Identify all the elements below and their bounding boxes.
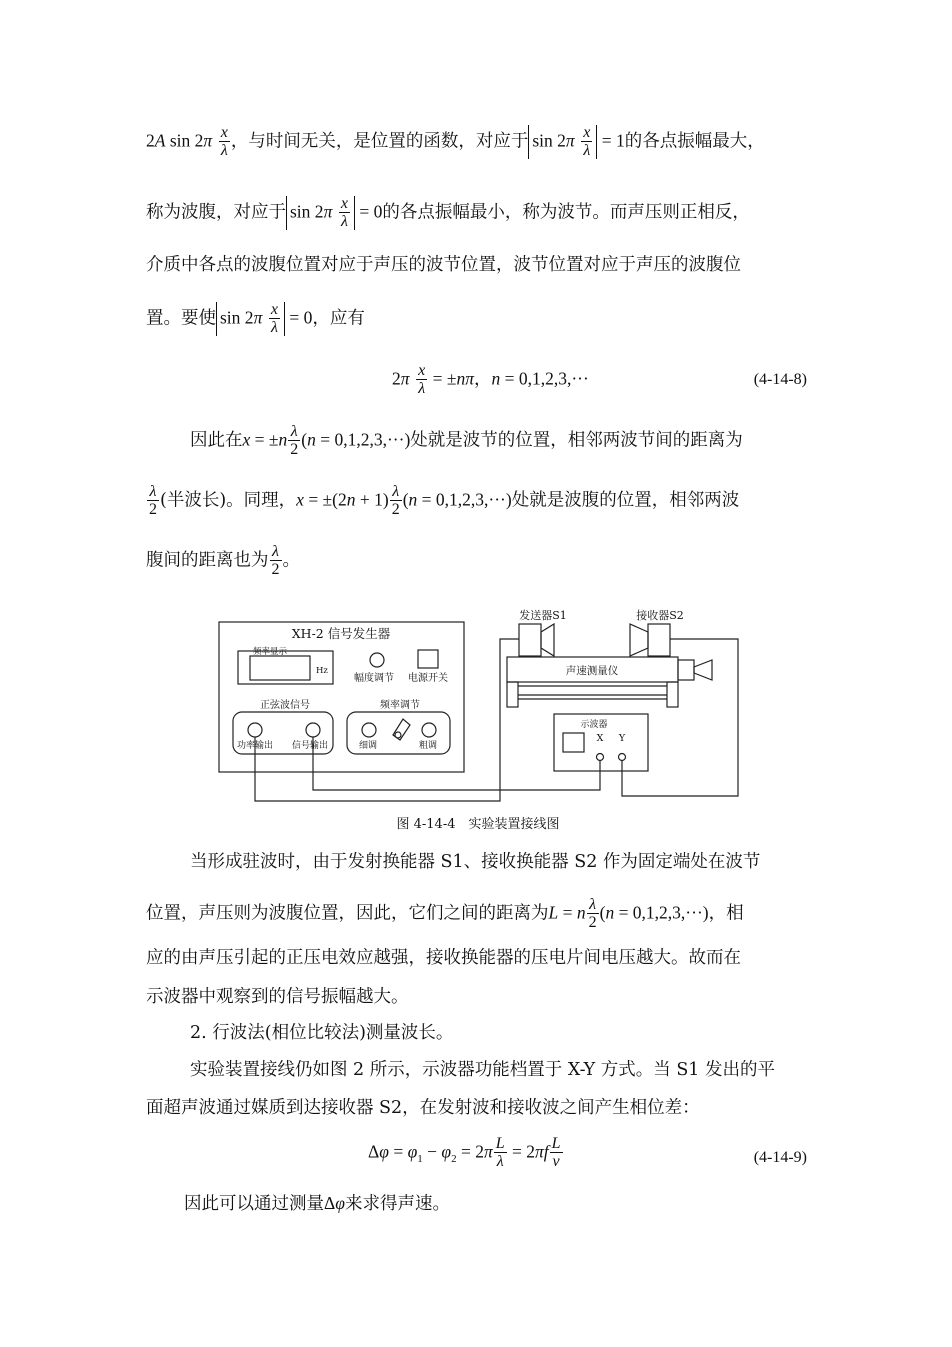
oscilloscope-label: 示波器 [580,720,608,730]
y-input-jack [619,754,626,761]
signal-out-label: 信号输出 [291,741,329,751]
text-line-2: 称为波腹，对应于 sin 2π $\frac{x}{\lambda}$ = 0的各点振幅最小，称为波节。而声压则正相反， [146,195,750,230]
para3-line-2: 面超声波通过媒质到达接收器 S2，在发射波和接收波之间产生相位差： [146,1098,700,1118]
oscilloscope-screen [563,733,584,752]
speed-meter-label: 声速测量仪 [565,665,619,677]
equation-number: (4-14-9) [753,1149,807,1166]
text-line-7: 腹间的距离也为 $\frac{\lambda}{2}$ 。 [146,543,300,578]
wire-s2-to-y [622,639,738,796]
sine-signal-label: 正弦波信号 [260,700,310,711]
figure-caption: 图 4-14-4 实验装置接线图 [396,817,560,832]
fine-knob [362,723,376,737]
abs-sin-expression: sin 2π $\frac{x}{\lambda}$ [216,302,285,336]
generator-title: XH-2 信号发生器 [291,626,391,641]
text-line-1: 2A sin 2π $\frac{x}{\lambda}$ ，与时间无关，是位置的函数，对应于 sin 2π $\frac{x}{\lambda}$ = 1的各点振幅最大， [146,124,765,159]
para2-line-2: 位置，声压则为波腹位置，因此，它们之间的距离为L = n $\frac{\lambda}{2}$ (n = 0,1,2,3,···)，相 [146,896,744,931]
para3-line-1: 实验装置接线仍如图 2 所示，示波器功能档置于 X-Y 方式。当 S1 发出的平 [190,1060,776,1080]
fine-label: 细调 [358,741,378,751]
para2-line-3: 应的由声压引起的正压电效应越强，接收换能器的压电片间电压越大。故而在 [146,948,741,968]
wire-signal-to-x [313,737,600,790]
wire-power-to-s1 [252,639,519,801]
x-label: X [596,733,604,744]
transmitter-s1 [519,624,541,656]
amplitude-knob [370,653,384,667]
freq-display-label: 频率显示 [252,647,288,657]
abs-sin-expression: sin 2π $\frac{x}{\lambda}$ [286,196,355,230]
para2-line-4: 示波器中观察到的信号振幅越大。 [146,987,409,1007]
power-output-jack [248,723,262,737]
para2-line-1: 当形成驻波时，由于发射换能器 S1、接收换能器 S2 作为固定端处在波节 [190,852,761,872]
abs-sin-expression: sin 2π $\frac{x}{\lambda}$ [528,125,597,159]
transmitter-label: 发送器S1 [519,609,567,622]
coarse-label: 粗调 [418,741,438,751]
freq-adjust-label: 频率调节 [380,700,420,711]
receiver-label: 接收器S2 [636,609,684,622]
section-2-heading: 2. 行波法(相位比较法)测量波长。 [190,1023,454,1043]
speed-meter-handle [678,660,694,680]
fraction-x-over-lambda: $\frac{x}{\lambda}$ [220,124,228,159]
signal-output-jack [306,723,320,737]
hz-label: Hz [316,666,328,676]
power-switch-label: 电源开关 [408,673,448,684]
text-line-6: $\frac{\lambda}{2}$ (半波长)。同理，x = ±(2n + 1) $\frac{\lambda}{2}$ (n = 0,1,2,3,···)处就是波腹的位置，相邻两波 [149,483,740,518]
freq-display-screen [250,656,310,680]
receiver-s2 [648,624,670,656]
equation-number: (4-14-8) [753,371,807,388]
y-label: Y [618,733,626,744]
power-out-label: 功率输出 [236,741,274,751]
equation-4-14-8: 2π $\frac{x}{\lambda}$ = ±nπ，n = 0,1,2,3,··· [392,362,589,397]
last-line: 因此可以通过测量Δφ来求得声速。 [184,1193,450,1214]
amp-adjust-label: 幅度调节 [354,673,394,684]
x-input-jack [597,754,604,761]
power-switch [418,650,438,668]
coarse-knob [422,723,436,737]
text-line-3: 介质中各点的波腹位置对应于声压的波节位置，波节位置对应于声压的波腹位 [146,255,741,275]
equation-4-14-9: $\Delta\varphi = \varphi_1 - \varphi_2 = 2\pi$ $\frac{L}{\lambda}$ = 2πf $\frac{L}{v}$ [368,1135,561,1170]
text-line-4: 置。要使 sin 2π $\frac{x}{\lambda}$ = 0，应有 [146,301,365,336]
text-line-5: 因此在x = ±n $\frac{\lambda}{2}$ (n = 0,1,2,3,···)处就是波节的位置，相邻两波节间的距离为 [190,423,743,458]
